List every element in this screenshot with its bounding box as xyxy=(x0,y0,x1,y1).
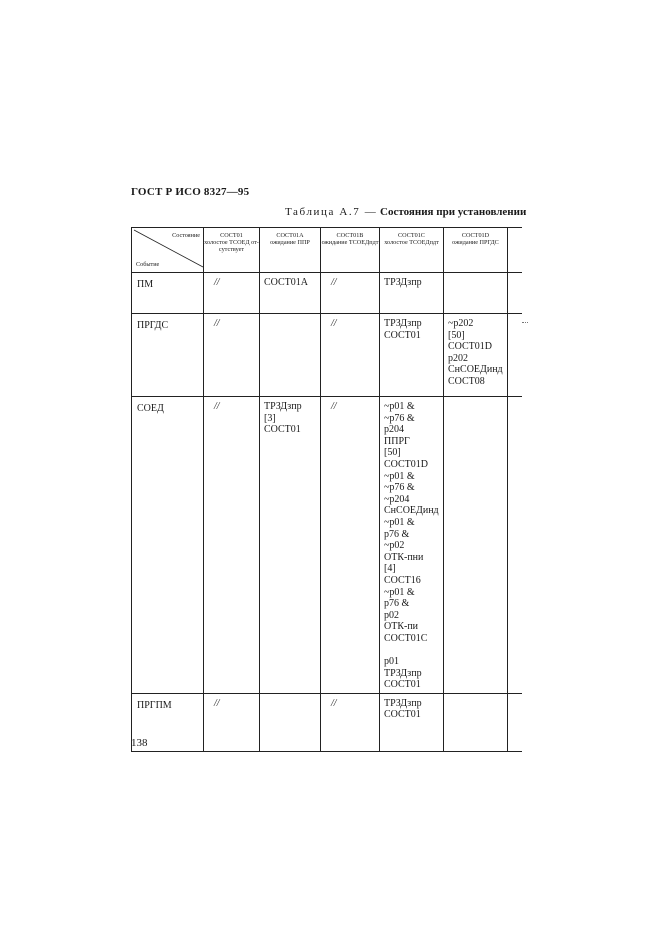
table-cell: // xyxy=(321,693,380,751)
column-code: СОСТ01В xyxy=(336,232,364,239)
table-edge-cell xyxy=(508,273,522,314)
corner-state-label: Состояние xyxy=(172,232,200,239)
column-code: СОСТ01 xyxy=(220,232,243,239)
table-cell xyxy=(444,273,508,314)
column-code: СОСТ01С xyxy=(398,232,425,239)
row-event: ПРГПМ xyxy=(132,693,204,751)
column-header-state-01d xyxy=(444,228,508,273)
column-header-continued xyxy=(508,228,522,273)
table-cell: // xyxy=(204,314,260,397)
scan-mark xyxy=(522,322,528,323)
column-header-state-01 xyxy=(204,228,260,273)
column-desc: ожидание ТСОЕДпдт xyxy=(321,239,379,246)
column-desc: ожидание ПРГДС xyxy=(452,239,499,246)
table-edge-cell xyxy=(508,397,522,694)
page-number: 138 xyxy=(131,737,148,749)
table-cell: ТРЗДзпр СОСТ01 xyxy=(380,314,444,397)
row-event: ПМ xyxy=(132,273,204,314)
column-desc: ожидание ППР xyxy=(270,239,310,246)
table-cell: ~р01 & ~р76 & р204 ППРГ [50] СОСТ01D ~р01 & ~р76 & ~р204 СнСОЕДинд ~р01 & р76 & ~р02 ОТК-пни [4] СОСТ16 ~р01 & р76 & р02 ОТК-пи СОСТ01С р01 ТРЗДзпр СОСТ01 xyxy=(380,397,444,694)
table-cell: ТРЗДзпр [3] СОСТ01 xyxy=(260,397,321,694)
table-row xyxy=(132,693,522,751)
table-cell: СОСТ01А xyxy=(260,273,321,314)
column-header-state-01a xyxy=(260,228,321,273)
table-caption-title: Состояния при установлении xyxy=(380,206,527,218)
table-cell: // xyxy=(321,397,380,694)
document-header: ГОСТ Р ИСО 8327—95 xyxy=(131,186,250,198)
row-event: ПРГДС xyxy=(132,314,204,397)
column-desc: холостое ТСОЕД от-сутствует xyxy=(204,239,259,253)
table-cell: // xyxy=(204,693,260,751)
table-caption xyxy=(285,206,526,218)
column-header-state-01b xyxy=(321,228,380,273)
corner-event-label: Событие xyxy=(136,261,160,268)
table-cell: ~р202 [50] СОСТ01D р202 СнСОЕДинд СОСТ08 xyxy=(444,314,508,397)
table-cell: // xyxy=(321,273,380,314)
table-cell: // xyxy=(204,273,260,314)
column-header-state-01c xyxy=(380,228,444,273)
table-cell: // xyxy=(321,314,380,397)
table-row xyxy=(132,314,522,397)
table-cell: // xyxy=(204,397,260,694)
row-event: СОЕД xyxy=(132,397,204,694)
table-cell xyxy=(260,693,321,751)
table-edge-cell xyxy=(508,314,522,397)
state-table xyxy=(131,227,522,752)
table-caption-prefix: Таблица А.7 — xyxy=(285,206,378,218)
table-row xyxy=(132,397,522,694)
column-code: СОСТ01D xyxy=(461,232,490,239)
column-desc: холостое ТСОЕДпдт xyxy=(384,239,439,246)
table-cell: ТРЗДзпр СОСТ01 xyxy=(380,693,444,751)
table-row xyxy=(132,273,522,314)
table-cell: ТРЗДзпр xyxy=(380,273,444,314)
column-code: СОСТ01А xyxy=(276,232,304,239)
table-header-row xyxy=(132,228,522,273)
table-corner-cell xyxy=(132,228,204,273)
table-cell xyxy=(260,314,321,397)
table-edge-cell xyxy=(508,693,522,751)
table-cell xyxy=(444,693,508,751)
table-cell xyxy=(444,397,508,694)
